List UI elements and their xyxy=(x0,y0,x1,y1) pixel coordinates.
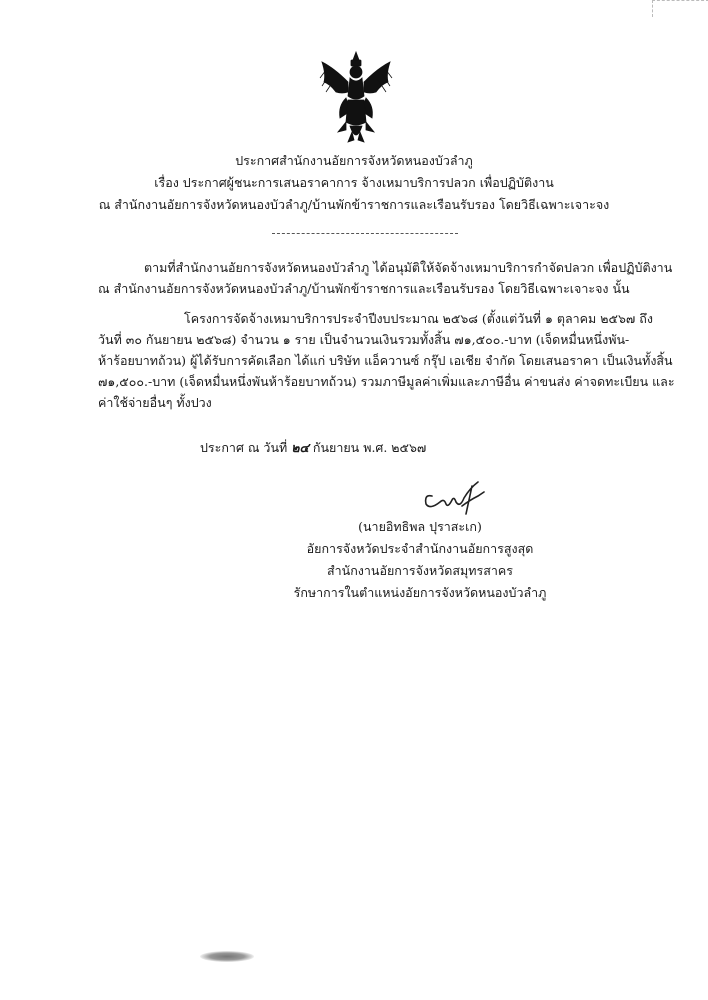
date-suffix: กันยายน พ.ศ. ๒๕๖๗ xyxy=(312,440,427,455)
garuda-emblem-icon xyxy=(316,48,396,148)
corner-scan-mark xyxy=(652,0,708,17)
paragraph2-line1: โครงการจัดจ้างเหมาบริการประจำปีงบประมาณ ๒๕๖๘ (ตั้งแต่วันที่ ๑ ตุลาคม ๒๕๖๗ ถึง xyxy=(184,311,653,326)
paragraph2-line2: วันที่ ๓๐ กันยายน ๒๕๖๘) จำนวน ๑ ราย เป็นจำนวนเงินรวมทั้งสิ้น ๗๑,๕๐๐.-บาท (เจ็ดหมื่นหนึ่งพัน- xyxy=(98,332,630,347)
date-day-handwritten: ๒๔ xyxy=(291,440,309,455)
handwritten-signature xyxy=(418,476,498,516)
signatory-name: (นายอิทธิพล ปุราสะเก) xyxy=(358,519,482,534)
paragraph2-line4: ๗๑,๕๐๐.-บาท (เจ็ดหมื่นหนึ่งพันห้าร้อยบาทถ้วน) รวมภาษีมูลค่าเพิ่มและภาษีอื่น ค่าขนส่ง ค่าจดทะเบียน และ xyxy=(98,374,675,389)
signatory-title-3: รักษาการในตำแหน่งอัยการจังหวัดหนองบัวลำภู xyxy=(293,585,547,600)
heading-subject: เรื่อง ประกาศผู้ชนะการเสนอราคาการ จ้างเหมาบริการปลวก เพื่อปฏิบัติงาน xyxy=(154,175,554,190)
scan-smudge xyxy=(200,951,254,962)
announcement-date xyxy=(200,438,426,458)
divider xyxy=(272,233,458,234)
signatory-title-1: อัยการจังหวัดประจำสำนักงานอัยการสูงสุด xyxy=(306,541,534,556)
signatory-title-2: สำนักงานอัยการจังหวัดสมุทรสาคร xyxy=(327,563,513,578)
paragraph2-line3: ห้าร้อยบาทถ้วน) ผู้ได้รับการคัดเลือก ได้แก่ บริษัท แอ็ควานซ์ กรุ๊ป เอเชีย จำกัด โดยเสนอราคา เป็นเงินทั้งสิ้น xyxy=(98,353,673,368)
paragraph1-line2: ณ สำนักงานอัยการจังหวัดหนองบัวลำภู/บ้านพักข้าราชการและเรือนรับรอง โดยวิธีเฉพาะเจาะจง นั้น xyxy=(98,281,630,296)
paragraph1-line1: ตามที่สำนักงานอัยการจังหวัดหนองบัวลำภู ได้อนุมัติให้จัดจ้างเหมาบริการกำจัดปลวก เพื่อปฏิบัติงาน xyxy=(144,260,673,275)
heading-location: ณ สำนักงานอัยการจังหวัดหนองบัวลำภู/บ้านพักข้าราชการและเรือนรับรอง โดยวิธีเฉพาะเจาะจง xyxy=(98,197,610,212)
paragraph2-line5: ค่าใช้จ่ายอื่นๆ ทั้งปวง xyxy=(98,395,212,410)
date-prefix: ประกาศ ณ วันที่ xyxy=(200,440,288,455)
heading-office: ประกาศสำนักงานอัยการจังหวัดหนองบัวลำภู xyxy=(235,153,473,168)
